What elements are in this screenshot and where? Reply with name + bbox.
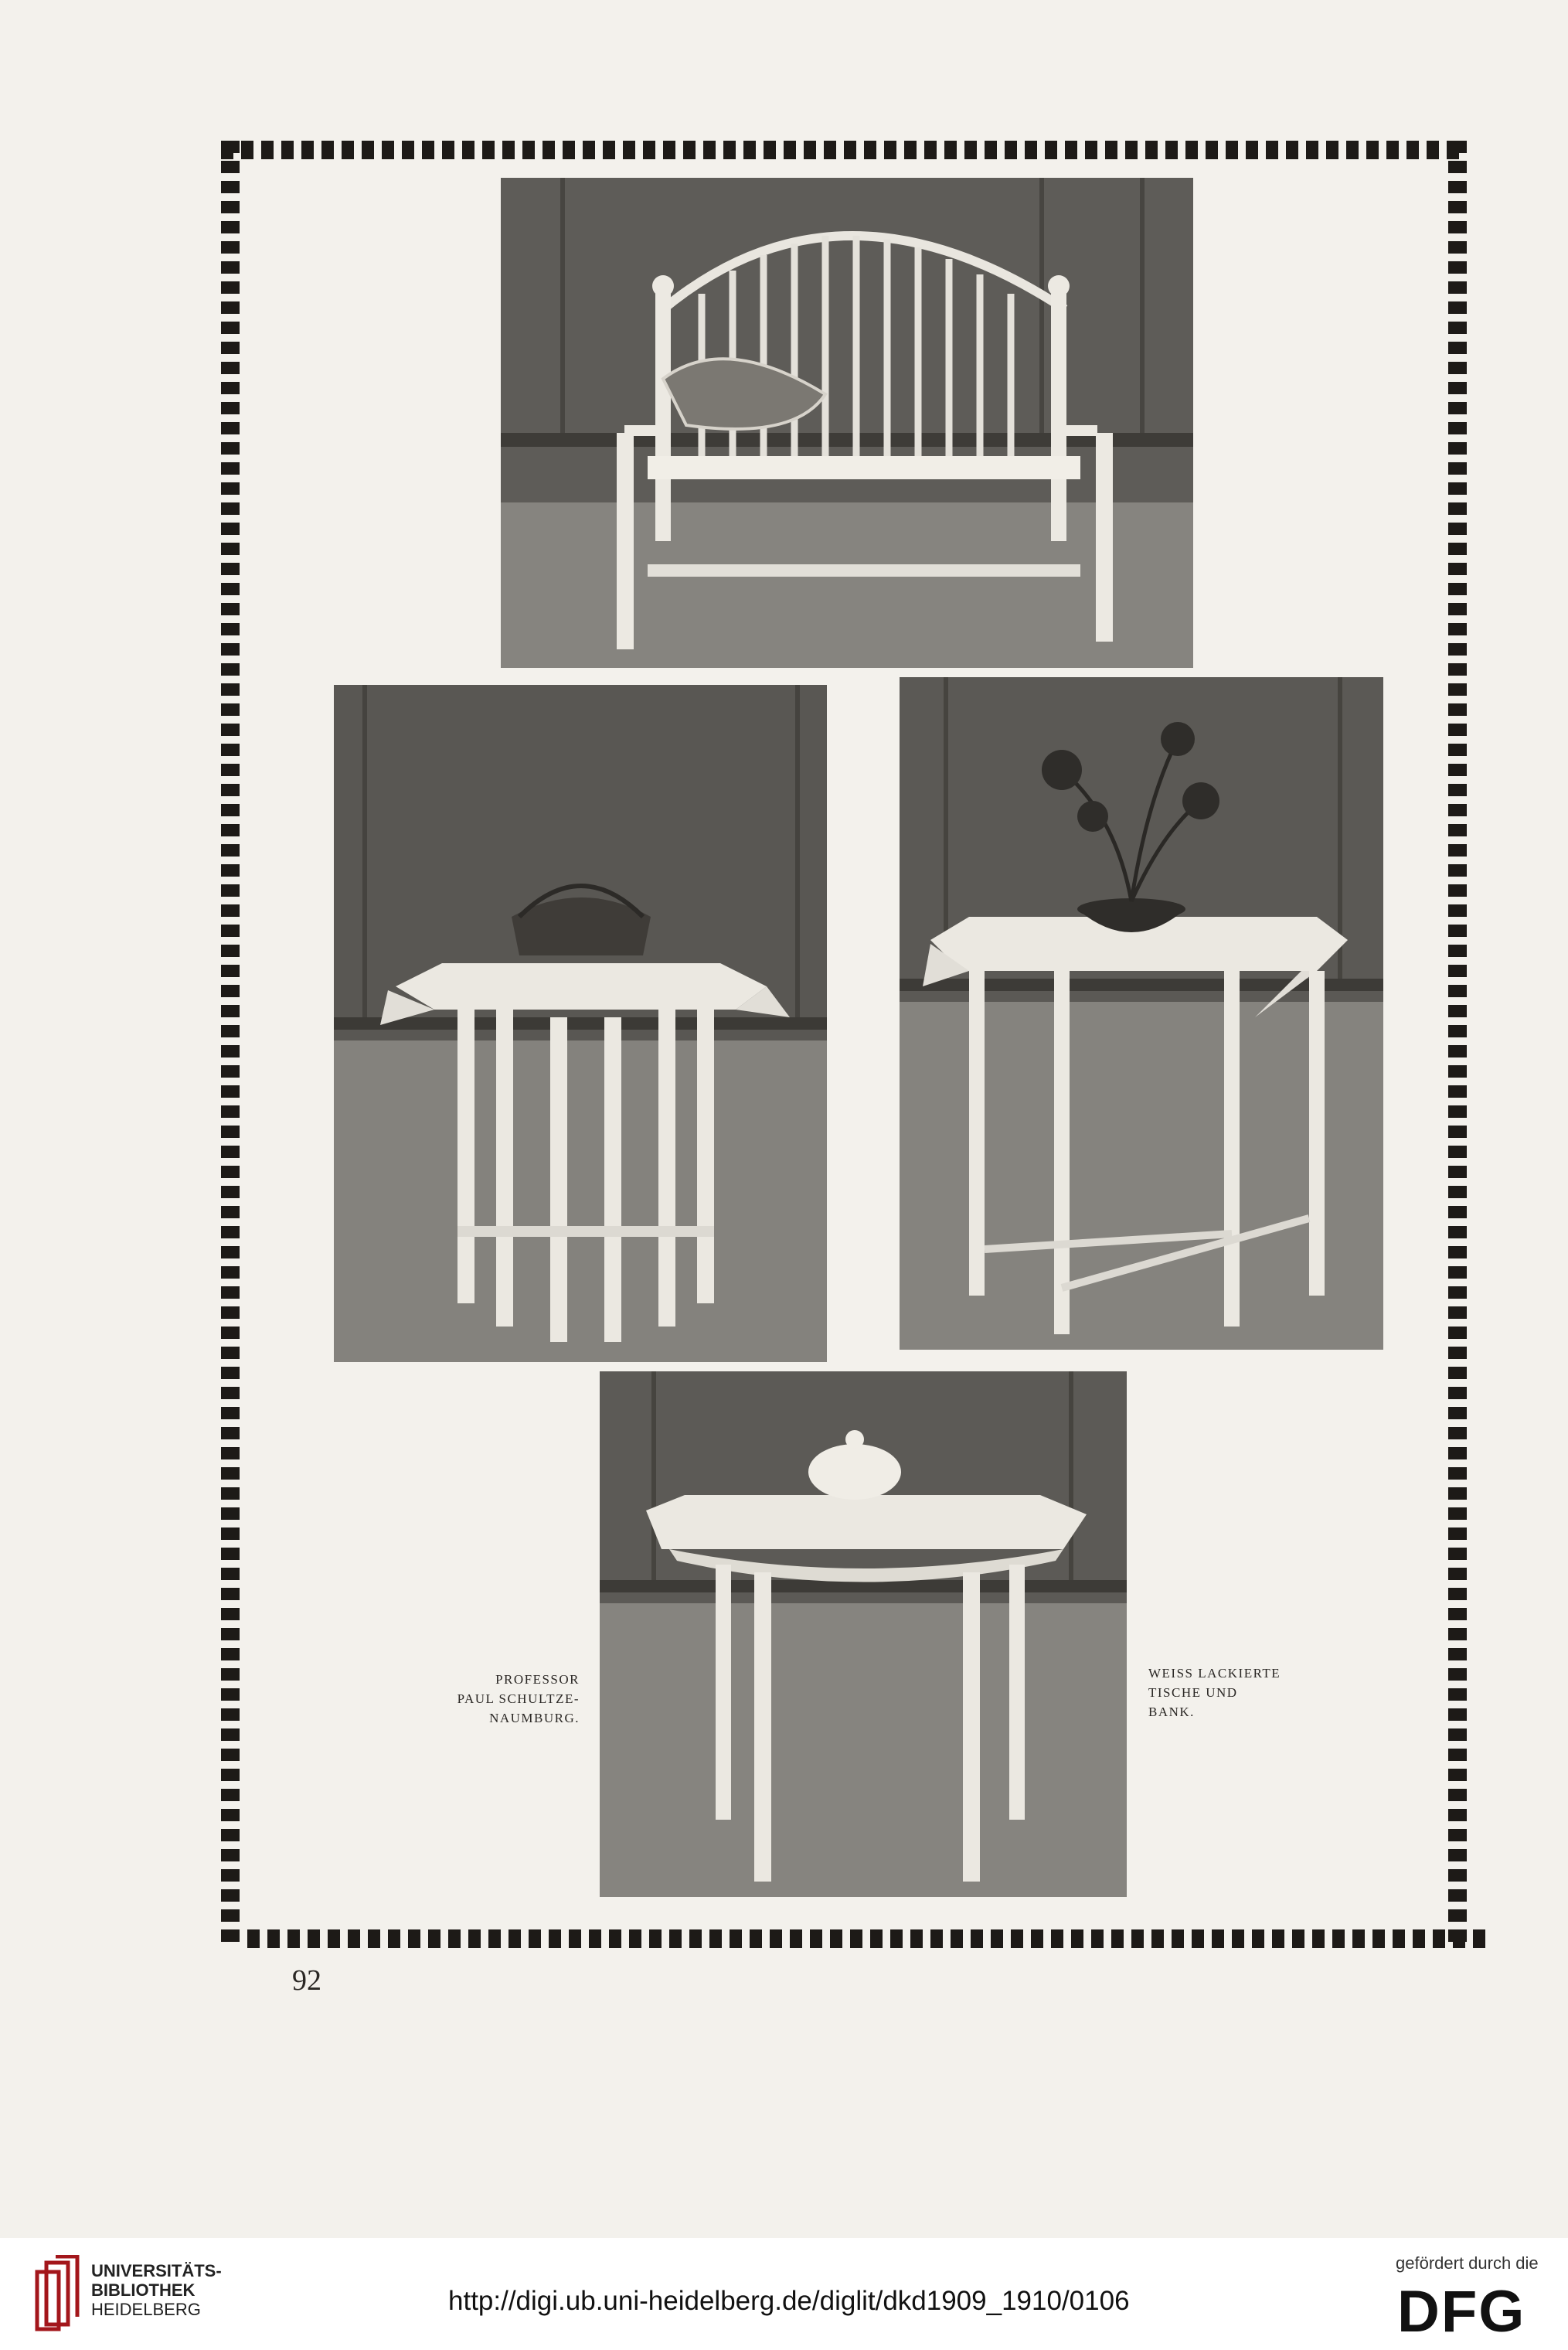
- library-name-line: HEIDELBERG: [91, 2300, 201, 2319]
- dfg-logo: DFG: [1397, 2279, 1526, 2345]
- photo-table-plant: [900, 677, 1383, 1350]
- ornamental-border-bottom: [247, 1929, 1493, 1948]
- library-name: [91, 2261, 222, 2319]
- funding-note: gefördert durch die: [1396, 2253, 1539, 2273]
- photo-table-tureen: [600, 1371, 1127, 1897]
- caption-line: NAUMBURG.: [489, 1711, 580, 1725]
- caption-line: TISCHE UND: [1148, 1685, 1238, 1700]
- viewer-footer: [0, 2238, 1568, 2350]
- photo-table-basket: [334, 685, 827, 1362]
- ornamental-border-top: [221, 141, 1467, 159]
- page-number: 92: [292, 1964, 321, 1997]
- caption-line: PROFESSOR: [495, 1672, 580, 1687]
- library-logo-icon: [31, 2255, 83, 2332]
- library-name-line: UNIVERSITÄTS-: [91, 2261, 222, 2280]
- ornamental-border-right: [1448, 141, 1467, 1948]
- caption-line: BANK.: [1148, 1705, 1195, 1719]
- photo-bench: [501, 178, 1193, 668]
- ornamental-border-left: [221, 141, 240, 1948]
- permalink[interactable]: http://digi.ub.uni-heidelberg.de/diglit/dkd1909_1910/0106: [448, 2286, 1130, 2316]
- caption-line: PAUL SCHULTZE-: [457, 1691, 580, 1706]
- caption-designer: [402, 1670, 580, 1728]
- library-name-line: BIBLIOTHEK: [91, 2280, 196, 2300]
- caption-description: [1148, 1664, 1349, 1722]
- caption-line: WEISS LACKIERTE: [1148, 1666, 1281, 1681]
